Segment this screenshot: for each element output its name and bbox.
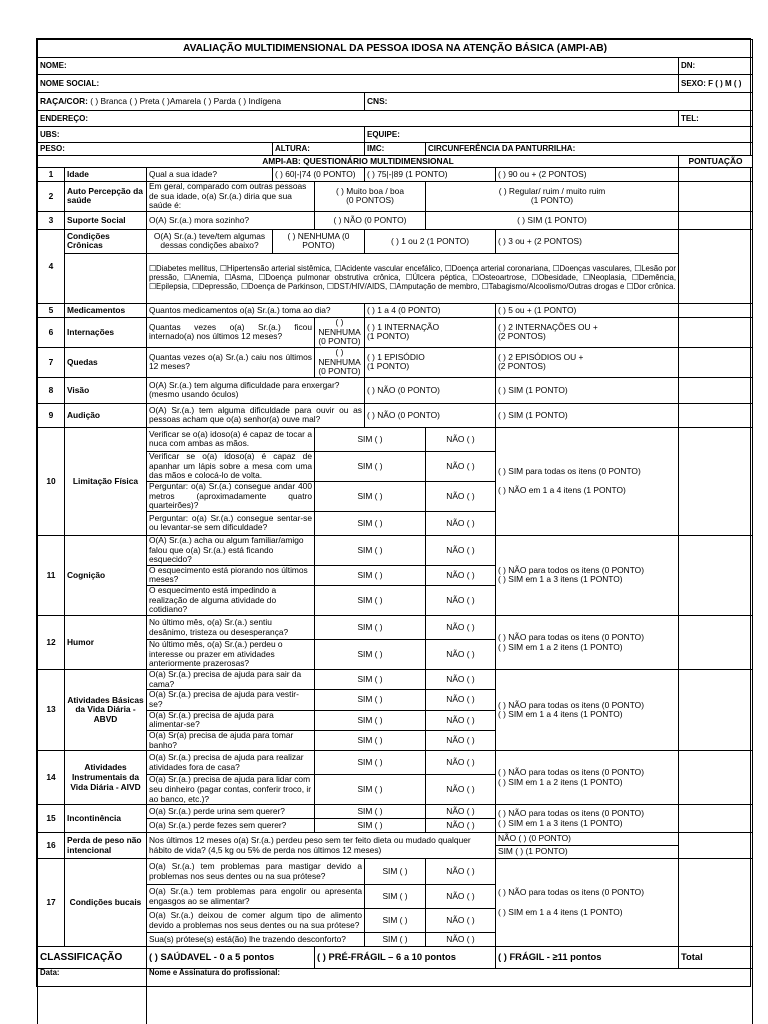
section-title: AMPI-AB: QUESTIONÁRIO MULTIDIMENSIONAL [38,156,679,168]
dn-field[interactable]: DN: [679,58,753,75]
q17-item-2: O(a) Sr.(a.) tem problemas para engolir ou apresenta engasgos ao se alimentar? [147,885,365,909]
q3-score[interactable] [679,211,753,229]
q16-score[interactable] [679,833,753,859]
q11-item-3: O esquecimento está impedindo a realização de alguma atividade do cotidiano? [147,586,315,616]
q14-item-2-sim[interactable]: SIM ( ) [315,775,426,805]
q1-option-b[interactable]: ( ) 75|-|89 (1 PONTO) [365,168,496,182]
q17-item-4-sim[interactable]: SIM ( ) [365,933,426,947]
q12-item-2-nao[interactable]: NÃO ( ) [426,640,496,670]
q17-item-4: Sua(s) prótese(s) está(ão) lhe trazendo desconforto? [147,933,365,947]
q14-score[interactable] [679,751,753,805]
equipe-field[interactable]: EQUIPE: [365,127,753,143]
q13-item-4: O(a) Sr(a) precisa de ajuda para tomar banho? [147,731,315,751]
q4-number: 4 [38,229,65,303]
classificacao-saudavel[interactable]: ( ) SAÚDAVEL - 0 a 5 pontos [147,947,315,969]
q2-option-b[interactable]: ( ) Regular/ ruim / muito ruim (1 PONTO) [426,182,679,212]
classificacao-total[interactable]: Total [679,947,753,969]
q10-item-3-sim[interactable]: SIM ( ) [315,481,426,511]
q11-number: 11 [38,535,65,615]
q10-item-2: Verificar se o(a) idoso(a) é capaz de apanhar um lápis sobre a mesa com uma das mãos e colocá-lo de volta. [147,451,315,481]
q6-option-c[interactable]: ( ) 2 INTERNAÇÕES OU + (2 PONTOS) [496,317,679,347]
q15-item-1-nao[interactable]: NÃO ( ) [426,805,496,819]
classificacao-label: CLASSIFICAÇÃO [38,947,147,969]
altura-field[interactable]: ALTURA: [273,143,365,156]
pontuacao-header: PONTUAÇÃO [679,156,753,168]
q10-item-4-nao[interactable]: NÃO ( ) [426,511,496,535]
q10-score[interactable] [679,427,753,535]
q8-number: 8 [38,377,65,403]
q17-item-1: O(a) Sr.(a.) tem problemas para mastigar devido a problemas nos seus dentes ou na sua prótese? [147,859,365,885]
q17-item-2-sim[interactable]: SIM ( ) [365,885,426,909]
q10-item-4-sim[interactable]: SIM ( ) [315,511,426,535]
q11-score-options[interactable]: ( ) NÃO para todos os itens (0 PONTO) ( ) SIM em 1 a 3 itens (1 PONTO) [496,535,679,615]
q6-number: 6 [38,317,65,347]
nome-social-field[interactable]: NOME SOCIAL: [38,75,679,93]
q12-number: 12 [38,616,65,670]
q14-score-options[interactable]: ( ) NÃO para todas os itens (0 PONTO) ( ) SIM em 1 a 2 itens (1 PONTO) [496,751,679,805]
q17-item-1-nao[interactable]: NÃO ( ) [426,859,496,885]
q2-number: 2 [38,182,65,212]
raca-label: RAÇA/COR: [40,95,88,106]
panturrilha-field[interactable]: CIRCUNFERÊNCIA DA PANTURRILHA: [426,143,753,156]
q2-label: Auto Percepção da saúde [65,182,147,212]
q5-option-b[interactable]: ( ) 5 ou + (1 PONTO) [496,303,679,317]
q4-option-b[interactable]: ( ) 1 ou 2 (1 PONTO) [365,229,496,253]
form-table [37,39,753,1024]
q15-item-2-nao[interactable]: NÃO ( ) [426,819,496,833]
q2-question: Em geral, comparado com outras pessoas de sua idade, o(a) Sr.(a.) diria que sua saúde é: [147,182,315,212]
ampi-ab-form [36,38,751,987]
q4-option-a[interactable]: ( ) NENHUMA (0 PONTO) [273,229,365,253]
q13-item-2-sim[interactable]: SIM ( ) [315,690,426,710]
q7-number: 7 [38,347,65,377]
form-title: AVALIAÇÃO MULTIDIMENSIONAL DA PESSOA IDOSA NA ATENÇÃO BÁSICA (AMPI-AB) [38,40,753,58]
q17-item-2-nao[interactable]: NÃO ( ) [426,885,496,909]
q4-option-c[interactable]: ( ) 3 ou + (2 PONTOS) [496,229,679,253]
q5-number: 5 [38,303,65,317]
q17-label: Condições bucais [65,859,147,947]
q4-conditions-list[interactable]: ☐Diabetes mellitus, ☐Hipertensão arterial sistêmica, ☐Acidente vascular encefálico, ☐Doença arterial coronariana, ☐Doenças vasculares, ☐Lesão por pressão, ☐Anemia, ☐Asma, ☐Doença pulmonar obstrutiva crônica, ☐Úlcera péptica, ☐Osteoartrose, ☐Obesidade, ☐Neoplasia, ☐Demência, ☐Epilepsia, ☐Depressão, ☐Doença de Parkinson, ☐DST/HIV/AIDS, ☐Amputação de membro, ☐Tabagismo/Alcoolismo/Outras drogas e ☐Dor crônica. [147,253,679,303]
q14-item-1-sim[interactable]: SIM ( ) [315,751,426,775]
q10-label: Limitação Física [65,427,147,535]
q4-question: O(A) Sr.(a.) teve/tem algumas dessas condições abaixo? [147,229,273,253]
q3-option-a[interactable]: ( ) NÃO (0 PONTO) [315,211,426,229]
q12-item-1-nao[interactable]: NÃO ( ) [426,616,496,640]
q10-number: 10 [38,427,65,535]
q13-label: Atividades Básicas da Vida Diária - ABVD [65,670,147,751]
q13-item-3-nao[interactable]: NÃO ( ) [426,710,496,730]
sexo-field[interactable]: SEXO: F ( ) M ( ) [679,75,753,93]
q11-item-3-nao[interactable]: NÃO ( ) [426,586,496,616]
q12-item-1-sim[interactable]: SIM ( ) [315,616,426,640]
q10-item-1-sim[interactable]: SIM ( ) [315,427,426,451]
q16-question: Nos últimos 12 meses o(a) Sr.(a.) perdeu peso sem ter feito dieta ou mudado qualquer hábito de vida? (4,5 kg ou 5% de perda nos últimos 12 meses) [147,833,496,859]
q8-option-a[interactable]: ( ) NÃO (0 PONTO) [365,377,496,403]
q9-number: 9 [38,403,65,427]
q7-question: Quantas vezes o(a) Sr.(a.) caiu nos últimos 12 meses? [147,347,315,377]
q14-label: Atividades Instrumentais da Vida Diária - AIVD [65,751,147,805]
q6-label: Internações [65,317,147,347]
q17-score-options[interactable]: ( ) NÃO para todas os itens (0 PONTO) ( ) SIM em 1 a 4 itens (1 PONTO) [496,859,679,947]
q8-option-b[interactable]: ( ) SIM (1 PONTO) [496,377,679,403]
q15-label: Incontinência [65,805,147,833]
q9-label: Audição [65,403,147,427]
q11-item-1-sim[interactable]: SIM ( ) [315,535,426,565]
q3-label: Suporte Social [65,211,147,229]
q4-score[interactable] [679,229,753,303]
q13-item-1-sim[interactable]: SIM ( ) [315,670,426,690]
q4-label: Condições Crônicas [65,229,147,253]
q2-score[interactable] [679,182,753,212]
q13-score[interactable] [679,670,753,751]
q11-item-1: O(A) Sr.(a.) acha ou algum familiar/amigo falou que o(a) Sr.(a.) está ficando esquecido? [147,535,315,565]
q13-item-1-nao[interactable]: NÃO ( ) [426,670,496,690]
q9-option-a[interactable]: ( ) NÃO (0 PONTO) [365,403,496,427]
q6-score[interactable] [679,317,753,347]
q13-item-3: O(a) Sr.(a.) precisa de ajuda para alimentar-se? [147,710,315,730]
q13-item-4-nao[interactable]: NÃO ( ) [426,731,496,751]
q8-label: Visão [65,377,147,403]
q17-score[interactable] [679,859,753,947]
q17-number: 17 [38,859,65,947]
q5-question: Quantos medicamentos o(a) Sr.(a.) toma ao dia? [147,303,365,317]
classificacao-fragil[interactable]: ( ) FRÁGIL - ≥11 pontos [496,947,679,969]
q12-item-1: No último mês, o(a) Sr.(a.) sentiu desânimo, tristeza ou desesperança? [147,616,315,640]
q13-item-3-sim[interactable]: SIM ( ) [315,710,426,730]
q11-item-2-sim[interactable]: SIM ( ) [315,565,426,585]
q9-option-b[interactable]: ( ) SIM (1 PONTO) [496,403,679,427]
q5-label: Medicamentos [65,303,147,317]
q1-label: Idade [65,168,147,182]
q15-score-options[interactable]: ( ) NÃO para todas os itens (0 PONTO) ( ) SIM em 1 a 3 itens (1 PONTO) [496,805,679,833]
q2-option-a[interactable]: ( ) Muito boa / boa (0 PONTOS) [315,182,426,212]
q1-option-a[interactable]: ( ) 60|-|74 (0 PONTO) [273,168,365,182]
q12-item-2-sim[interactable]: SIM ( ) [315,640,426,670]
q15-score[interactable] [679,805,753,833]
raca-options: ( ) Branca ( ) Preta ( )Amarela ( ) Parda ( ) Indígena [90,95,282,106]
q16-number: 16 [38,833,65,859]
footer-assinatura-field[interactable]: Nome e Assinatura do profissional: [147,969,753,1024]
q4-spacer [65,253,147,303]
nome-field[interactable]: NOME: [38,58,679,75]
q9-score[interactable] [679,403,753,427]
q15-item-1: O(a) Sr.(a.) perde urina sem querer? [147,805,315,819]
q7-option-b[interactable]: ( ) 1 EPISÓDIO (1 PONTO) [365,347,496,377]
q12-score-options[interactable]: ( ) NÃO para todas os itens (0 PONTO) ( ) SIM em 1 a 2 itens (1 PONTO) [496,616,679,670]
classificacao-pre-fragil[interactable]: ( ) PRÉ-FRÁGIL – 6 a 10 pontos [315,947,496,969]
q11-label: Cognição [65,535,147,615]
q8-score[interactable] [679,377,753,403]
q17-item-3-nao[interactable]: NÃO ( ) [426,909,496,933]
q12-label: Humor [65,616,147,670]
q7-option-c[interactable]: ( ) 2 EPISÓDIOS OU + (2 PONTOS) [496,347,679,377]
q11-score[interactable] [679,535,753,615]
cns-field[interactable]: CNS: [365,93,753,111]
q10-item-2-sim[interactable]: SIM ( ) [315,451,426,481]
q12-score[interactable] [679,616,753,670]
q5-score[interactable] [679,303,753,317]
q14-item-1-nao[interactable]: NÃO ( ) [426,751,496,775]
q6-option-a[interactable]: ( ) NENHUMA (0 PONTO) [315,317,365,347]
q5-option-a[interactable]: ( ) 1 a 4 (0 PONTO) [365,303,496,317]
q13-number: 13 [38,670,65,751]
raca-field[interactable] [38,93,365,111]
q11-item-2: O esquecimento está piorando nos últimos meses? [147,565,315,585]
q10-item-1-nao[interactable]: NÃO ( ) [426,427,496,451]
q10-item-3: Perguntar: o(a) Sr.(a.) consegue andar 400 metros (aproximadamente quatro quarteirões)? [147,481,315,511]
q12-item-2: No último mês, o(a) Sr.(a.) perdeu o interesse ou prazer em atividades anteriormente prazerosas? [147,640,315,670]
q17-item-1-sim[interactable]: SIM ( ) [365,859,426,885]
peso-field[interactable]: PESO: [38,143,273,156]
endereco-field[interactable]: ENDEREÇO: [38,111,679,127]
q10-item-4: Perguntar: o(a) Sr.(a.) consegue sentar-se ou levantar-se sem dificuldade? [147,511,315,535]
q16-label: Perda de peso não intencional [65,833,147,859]
q15-item-1-sim[interactable]: SIM ( ) [315,805,426,819]
q14-item-2-nao[interactable]: NÃO ( ) [426,775,496,805]
q11-item-1-nao[interactable]: NÃO ( ) [426,535,496,565]
tel-field[interactable]: TEL: [679,111,753,127]
q13-item-2: O(a) Sr.(a.) precisa de ajuda para vestir-se? [147,690,315,710]
q6-question: Quantas vezes o(a) Sr.(a.) ficou internado(a) nos últimos 12 meses? [147,317,315,347]
q15-item-2-sim[interactable]: SIM ( ) [315,819,426,833]
q1-number: 1 [38,168,65,182]
footer-data-field[interactable]: Data: [38,969,147,1024]
q8-question: O(A) Sr.(a.) tem alguma dificuldade para enxergar? (mesmo usando óculos) [147,377,365,403]
q11-item-3-sim[interactable]: SIM ( ) [315,586,426,616]
q1-score[interactable] [679,168,753,182]
q15-number: 15 [38,805,65,833]
q14-number: 14 [38,751,65,805]
q10-item-1: Verificar se o(a) idoso(a) é capaz de tocar a nuca com ambas as mãos. [147,427,315,451]
q6-option-b[interactable]: ( ) 1 INTERNAÇÃO (1 PONTO) [365,317,496,347]
q13-score-options[interactable]: ( ) NÃO para todas os itens (0 PONTO) ( ) SIM em 1 a 4 itens (1 PONTO) [496,670,679,751]
q13-item-2-nao[interactable]: NÃO ( ) [426,690,496,710]
q13-item-4-sim[interactable]: SIM ( ) [315,731,426,751]
q17-item-3: O(a) Sr.(a.) deixou de comer algum tipo de alimento devido a problemas nos seus dentes ou na sua prótese? [147,909,365,933]
q15-item-2: O(a) Sr.(a.) perde fezes sem querer? [147,819,315,833]
q3-number: 3 [38,211,65,229]
q14-item-1: O(a) Sr.(a.) precisa de ajuda para realizar atividades fora de casa? [147,751,315,775]
q17-item-3-sim[interactable]: SIM ( ) [365,909,426,933]
q7-option-a[interactable]: ( ) NENHUMA (0 PONTO) [315,347,365,377]
q1-question: Qual a sua idade? [147,168,273,182]
ubs-field[interactable]: UBS: [38,127,365,143]
q10-item-2-nao[interactable]: NÃO ( ) [426,451,496,481]
q13-item-1: O(a) Sr.(a.) precisa de ajuda para sair da cama? [147,670,315,690]
q1-option-c[interactable]: ( ) 90 ou + (2 PONTOS) [496,168,679,182]
q16-option-b[interactable]: SIM ( ) (1 PONTO) [496,846,679,859]
q10-item-3-nao[interactable]: NÃO ( ) [426,481,496,511]
q3-option-b[interactable]: ( ) SIM (1 PONTO) [426,211,679,229]
q9-question: O(A) Sr.(a.) tem alguma dificuldade para ouvir ou as pessoas acham que o(a) senhor(a) ouve mal? [147,403,365,427]
q17-item-4-nao[interactable]: NÃO ( ) [426,933,496,947]
q14-item-2: O(a) Sr.(a.) precisa de ajuda para lidar com seu dinheiro (pagar contas, conferir troco, ir ao banco, etc.)? [147,775,315,805]
q11-item-2-nao[interactable]: NÃO ( ) [426,565,496,585]
q3-question: O(A) Sr.(a.) mora sozinho? [147,211,315,229]
q7-score[interactable] [679,347,753,377]
q16-option-a[interactable]: NÃO ( ) (0 PONTO) [496,833,679,846]
imc-field[interactable]: IMC: [365,143,426,156]
q7-label: Quedas [65,347,147,377]
q10-score-options[interactable]: ( ) SIM para todas os itens (0 PONTO) ( ) NÃO em 1 a 4 itens (1 PONTO) [496,427,679,535]
